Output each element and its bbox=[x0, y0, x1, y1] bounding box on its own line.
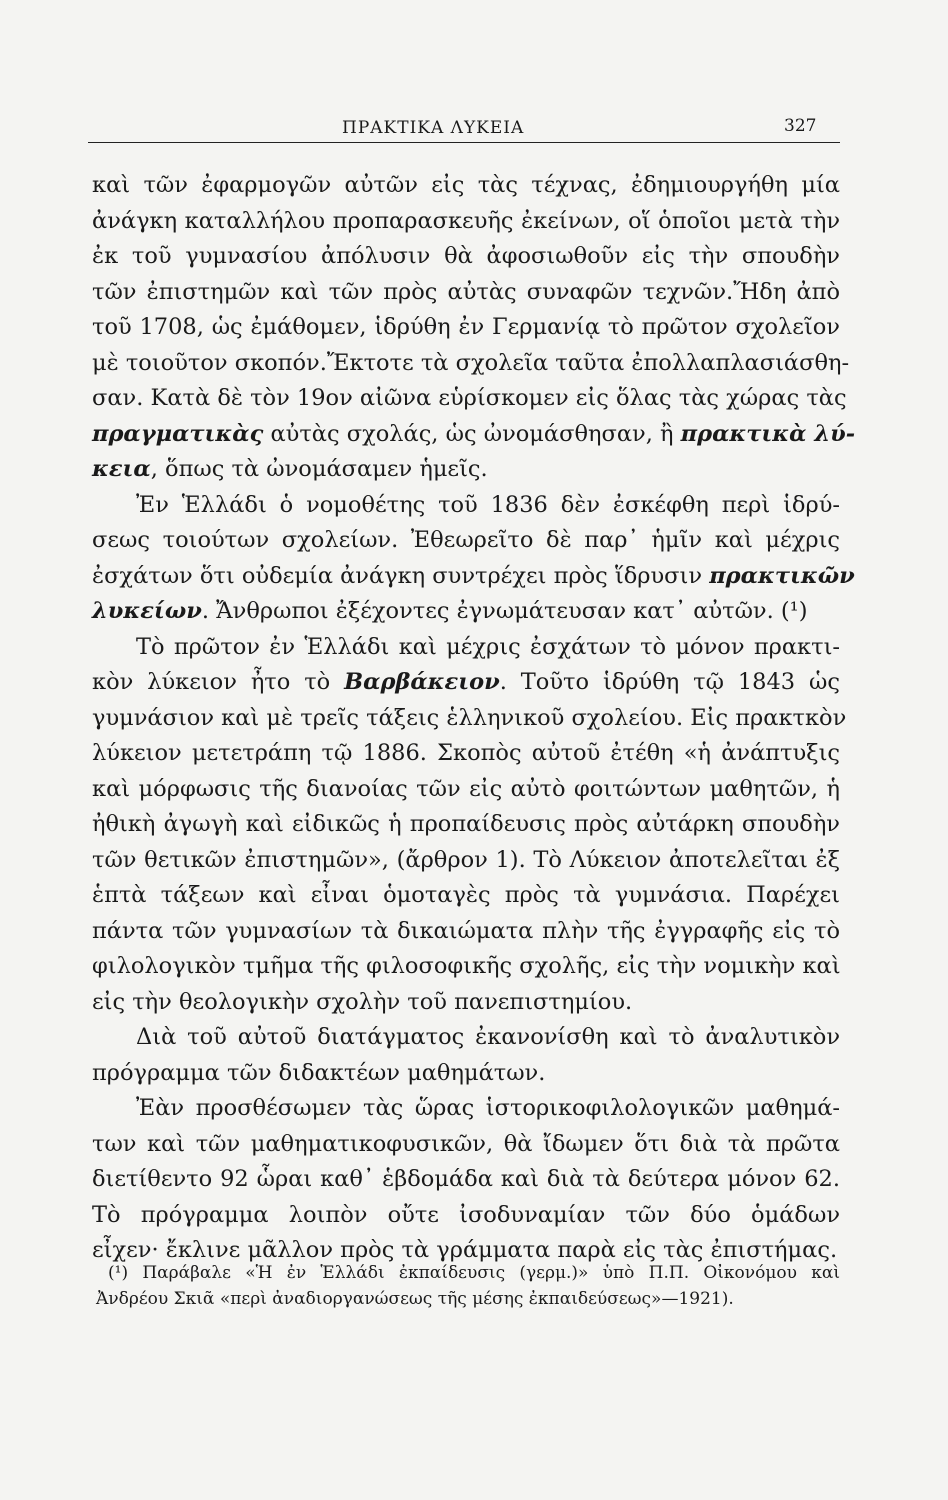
emphasized-term: Βαρβάκειον bbox=[344, 669, 500, 695]
text-line bbox=[92, 701, 847, 737]
text-run: φιλολογικὸν τμῆμα τῆς φιλοσοφικῆς σχολῆς, εἰς τὴν νομικὴν καὶ bbox=[92, 953, 841, 979]
header-rule bbox=[88, 142, 840, 143]
text-run: γυμνάσιον καὶ μὲ τρεῖς τάξεις ἑλληνικοῦ σχολείου. Εἰς πρακτκὸν bbox=[92, 704, 847, 731]
text-line bbox=[92, 665, 840, 701]
footnote-line: Ἀνδρέου Σκιᾶ «περὶ ἀναδιοργανώσεως τῆς μέσης ἐκπαιδεύσεως»—1921). bbox=[96, 1289, 734, 1309]
text-run: σαν. Κατὰ δὲ τὸν 19ον αἰῶνα εὑρίσκομεν εἰς ὅλας τὰς χώρας τὰς bbox=[92, 385, 847, 411]
text-run: ἀνάγκη καταλλήλου προπαρασκευῆς ἐκείνων, οἵ ὁποῖοι μετὰ τὴν bbox=[92, 207, 840, 234]
running-head: ΠΡΑΚΤΙΚΑ ΛΥΚΕΙΑ bbox=[342, 118, 525, 138]
text-line bbox=[92, 736, 840, 772]
text-line bbox=[92, 1127, 840, 1163]
text-run: Διὰ τοῦ αὐτοῦ διατάγματος ἐκανονίσθη καὶ τὸ ἀναλυτικὸν bbox=[136, 1024, 840, 1050]
text-line bbox=[92, 417, 856, 453]
text-line bbox=[92, 1162, 840, 1198]
text-run: σεως τοιούτων σχολείων. Ἐθεωρεῖτο δὲ παρ᾽ ἡμῖν καὶ μέχρις bbox=[92, 527, 840, 553]
text-line bbox=[92, 239, 840, 275]
text-line bbox=[92, 523, 840, 559]
text-run: των καὶ τῶν μαθηματικοφυσικῶν, θὰ ἴδωμεν ὅτι διὰ τὰ πρῶτα bbox=[92, 1130, 840, 1157]
text-line bbox=[92, 452, 840, 488]
text-run: Ἐὰν προσθέσωμεν τὰς ὥρας ἱστορικοφιλολογικῶν μαθημά- bbox=[136, 1095, 840, 1121]
text-run: ἠθικὴ ἀγωγὴ καὶ εἰδικῶς ἡ προπαίδευσις πρὸς αὐτάρκη σπουδὴν bbox=[92, 811, 840, 837]
text-run: τῶν ἐπιστημῶν καὶ τῶν πρὸς αὐτὰς συναφῶν τεχνῶν.Ἤδη ἀπὸ bbox=[92, 278, 840, 305]
text-run: ἑπτὰ τάξεων καὶ εἶναι ὁμοταγὲς πρὸς τὰ γυμνάσια. Παρέχει bbox=[92, 882, 840, 908]
text-line bbox=[92, 310, 840, 346]
text-line bbox=[92, 488, 840, 524]
text-run: μὲ τοιοῦτον σκοπόν.Ἔκτοτε τὰ σχολεῖα ταῦτα ἐπολλαπλασιάσθη- bbox=[92, 349, 850, 376]
text-line bbox=[92, 204, 840, 240]
text-line bbox=[92, 1056, 840, 1092]
page-header bbox=[88, 116, 840, 142]
text-run: ἐσχάτων ὅτι οὐδεμία ἀνάγκη συντρέχει πρὸς ἵδρυσιν bbox=[92, 562, 710, 589]
text-run: πρόγραμμα τῶν διδακτέων μαθημάτων. bbox=[92, 1059, 546, 1086]
footnote-line: (¹) Παράβαλε «Ἡ ἐν Ἑλλάδι ἐκπαίδευσις (γερμ.)» ὑπὸ Π.Π. Οἰκονόμου καὶ bbox=[108, 1263, 840, 1283]
text-line bbox=[92, 381, 847, 417]
text-line bbox=[92, 985, 840, 1021]
text-run: λύκειον μετετράπη τῷ 1886. Σκοπὸς αὐτοῦ ἐτέθη «ἡ ἀνάπτυξις bbox=[92, 740, 840, 766]
emphasized-term: πραγματικὰς bbox=[92, 420, 264, 447]
text-run: . Ἄνθρωποι ἐξέχοντες ἐγνωμάτευσαν κατ᾽ αὐτῶν. (¹) bbox=[201, 598, 808, 624]
emphasized-term: κεια bbox=[92, 456, 151, 482]
text-line bbox=[92, 843, 840, 879]
text-run: Τὸ πρόγραμμα λοιπὸν οὔτε ἰσοδυναμίαν τῶν δύο ὁμάδων bbox=[92, 1201, 840, 1228]
text-run: εἰς τὴν θεολογικὴν σχολὴν τοῦ πανεπιστημίου. bbox=[92, 988, 633, 1015]
text-run: πάντα τῶν γυμνασίων τὰ δικαιώματα πλὴν τῆς ἐγγραφῆς εἰς τὸ bbox=[92, 917, 840, 944]
text-run: Τὸ πρῶτον ἐν Ἑλλάδι καὶ μέχρις ἐσχάτων τὸ μόνον πρακτι- bbox=[136, 633, 840, 660]
text-line bbox=[92, 594, 840, 630]
text-line bbox=[92, 346, 850, 382]
text-line bbox=[92, 275, 840, 311]
text-line bbox=[92, 878, 840, 914]
text-line bbox=[92, 1091, 840, 1127]
text-run: . Τοῦτο ἱδρύθη τῷ 1843 ὡς bbox=[499, 669, 840, 695]
text-run: καὶ τῶν ἐφαρμογῶν αὐτῶν εἰς τὰς τέχνας, ἐδημιουργήθη μία bbox=[92, 172, 840, 198]
text-run: ἐκ τοῦ γυμνασίου ἀπόλυσιν θὰ ἀφοσιωθοῦν εἰς τὴν σπουδὴν bbox=[92, 243, 840, 269]
text-line bbox=[92, 1198, 840, 1234]
footnotes bbox=[96, 1260, 840, 1312]
text-run: εἶχεν· ἔκλινε μᾶλλον πρὸς τὰ γράμματα παρὰ εἰς τὰς ἐπιστήμας. bbox=[92, 1237, 838, 1263]
text-run: τοῦ 1708, ὡς ἐμάθομεν, ἱδρύθη ἐν Γερμανίᾳ τὸ πρῶτον σχολεῖον bbox=[92, 314, 840, 340]
text-line bbox=[92, 168, 840, 204]
text-run: αὐτὰς σχολάς, ὡς ὠνομάσθησαν, ἢ bbox=[263, 420, 681, 447]
text-run: καὶ μόρφωσις τῆς διανοίας τῶν εἰς αὐτὸ φοιτώντων μαθητῶν, ἡ bbox=[92, 775, 840, 802]
text-run: τῶν θετικῶν ἐπιστημῶν», (ἄρθρον 1). Τὸ Λύκειον ἀποτελεῖται ἐξ bbox=[92, 846, 840, 873]
text-line bbox=[92, 949, 840, 985]
emphasized-term: λυκείων bbox=[92, 598, 202, 624]
text-line bbox=[92, 1020, 840, 1056]
page-number: 327 bbox=[784, 116, 817, 136]
text-line bbox=[92, 630, 840, 666]
text-run: κὸν λύκειον ἦτο τὸ bbox=[92, 669, 345, 695]
emphasized-term: πρακτικῶν bbox=[709, 562, 855, 589]
body-text bbox=[92, 168, 856, 1269]
text-run: Ἐν Ἑλλάδι ὁ νομοθέτης τοῦ 1836 δὲν ἐσκέφθη περὶ ἱδρύ- bbox=[136, 491, 840, 518]
text-run: διετίθεντο 92 ὧραι καθ᾽ ἑβδομάδα καὶ διὰ τὰ δεύτερα μόνον 62. bbox=[92, 1166, 840, 1192]
text-line bbox=[92, 807, 840, 843]
text-line bbox=[92, 914, 840, 950]
text-run: , ὅπως τὰ ὠνομάσαμεν ἡμεῖς. bbox=[150, 456, 488, 482]
text-line bbox=[92, 559, 855, 595]
text-line bbox=[92, 772, 840, 808]
emphasized-term: πρακτικὰ λύ- bbox=[680, 420, 856, 447]
